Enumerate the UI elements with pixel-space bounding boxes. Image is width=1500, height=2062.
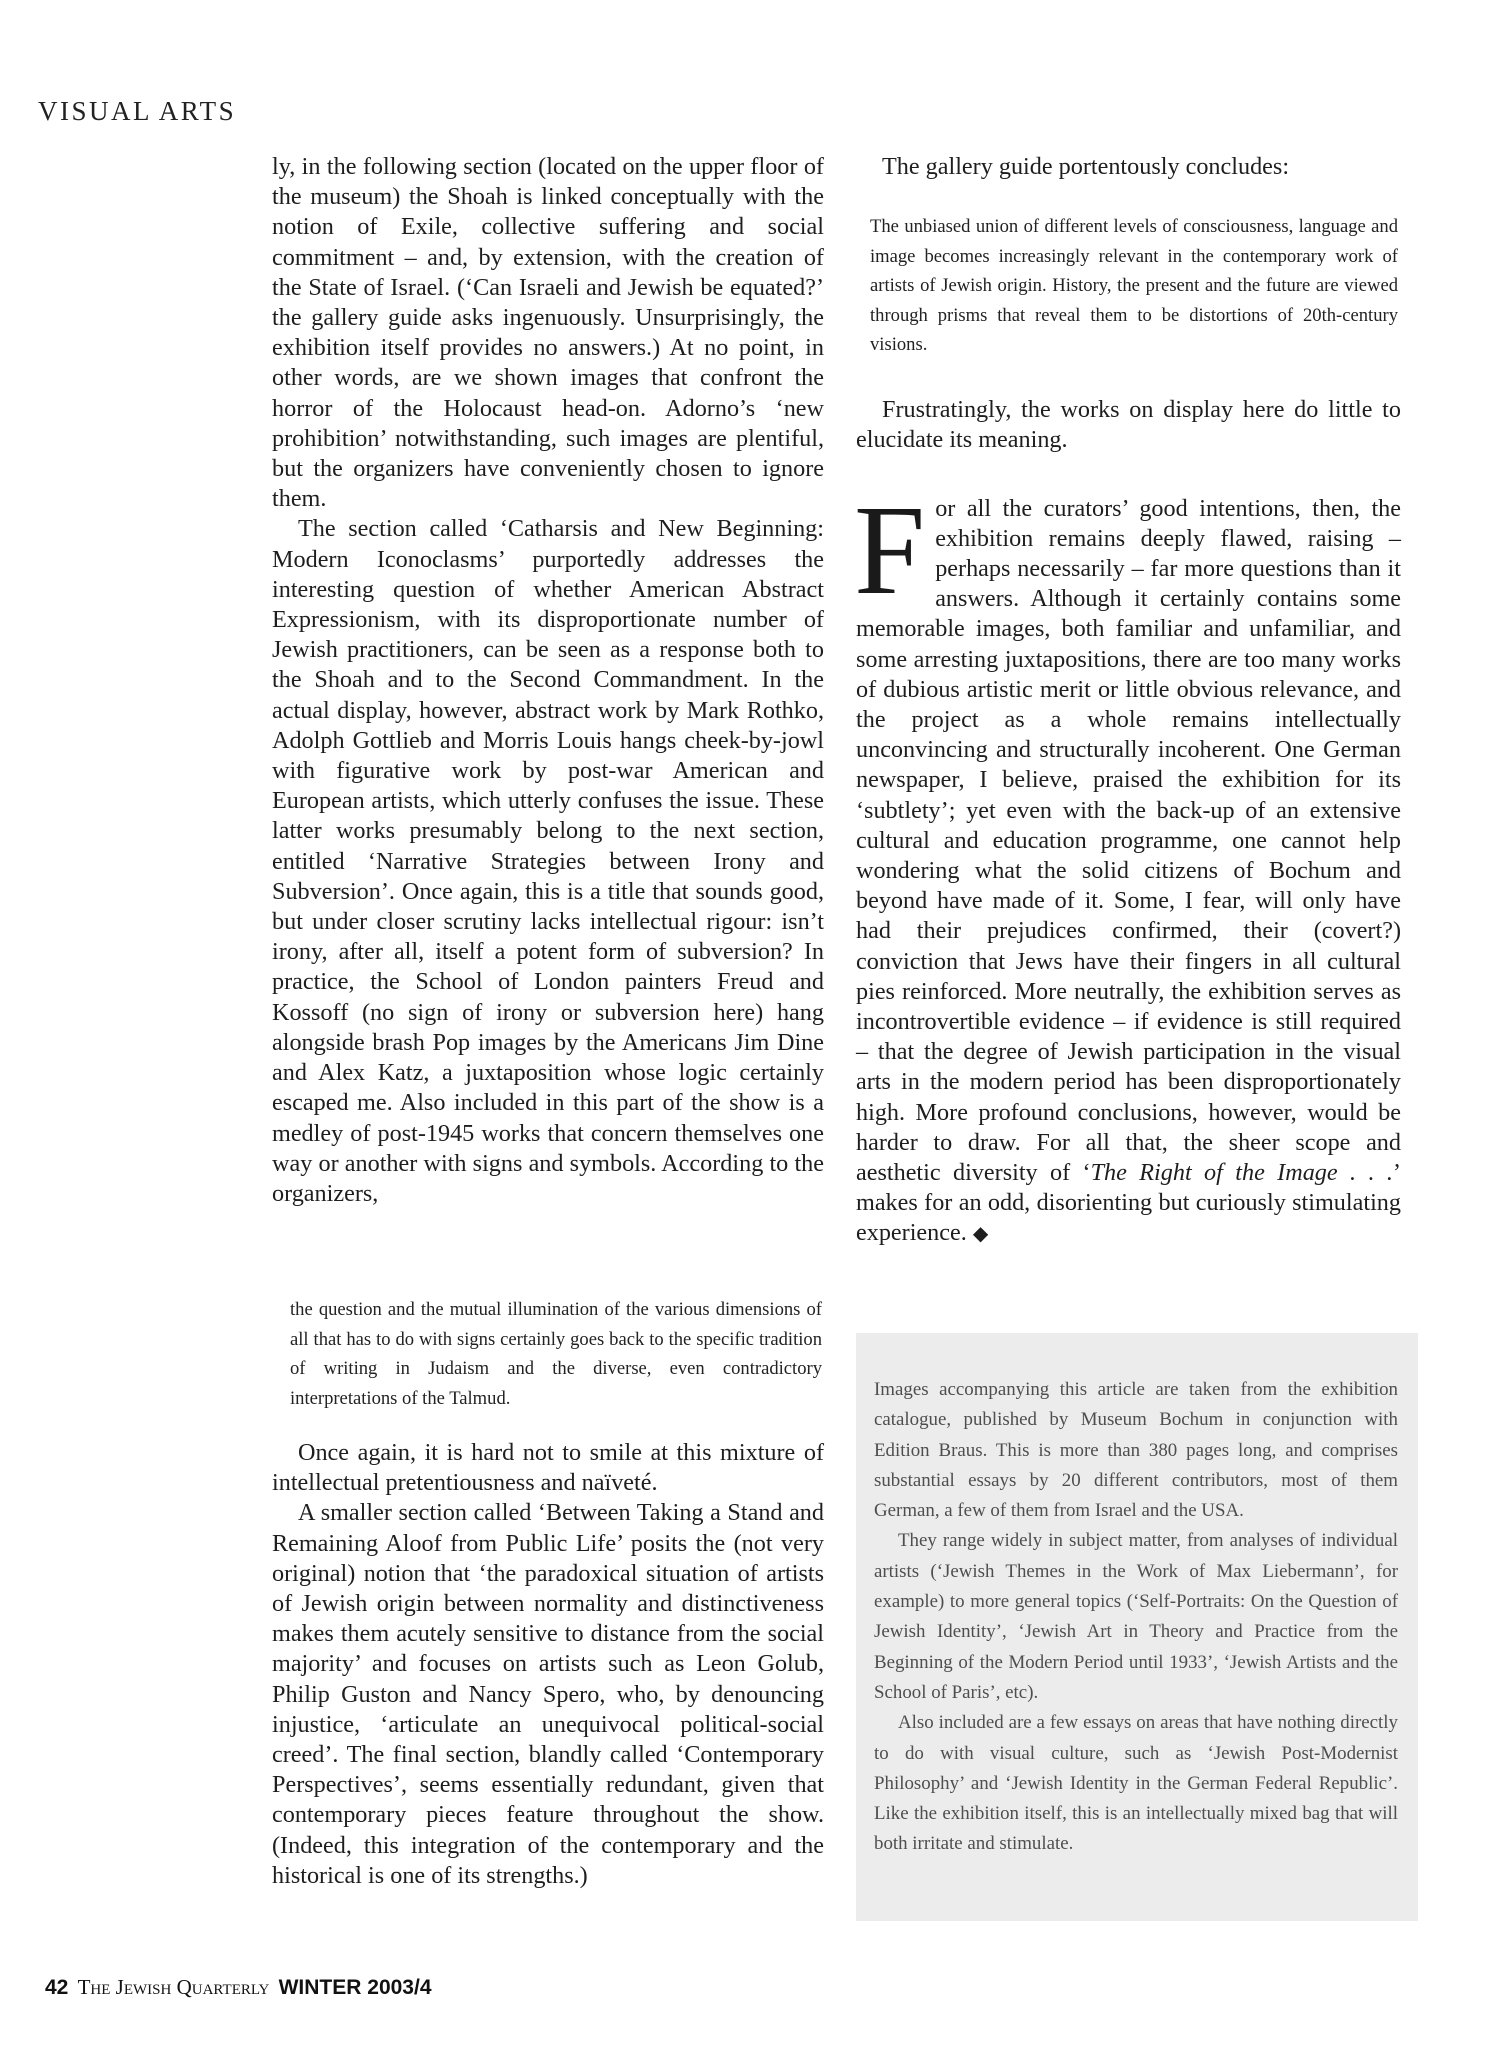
body-paragraph: The section called ‘Catharsis and New Beginning: Modern Iconoclasms’ purportedly addresses the interesting question of whether American Abstract Expressionism, with its disproportionate number of Jewish practitioners, can be seen as a response both to the Shoah and to the Second Commandment. In the actual display, however, abstract work by Mark Rothko, Adolph Gottlieb and Morris Louis hangs cheek-by-jowl with figurative work by post-war American and European artists, which utterly confuses the issue. These latter works presumably belong to the next section, entitled ‘Narrative Strategies between Irony and Subversion’. Once again, this is a title that sounds good, but under closer scrutiny lacks intellectual rigour: isn’t irony, after all, itself a potent form of subversion? In practice, the School of London painters Freud and Kossoff (no sign of irony or subversion here) hang alongside brash Pop images by the Americans Jim Dine and Alex Katz, a juxtaposition whose logic certainly escaped me. Also included in this part of the show is a medley of post-1945 works that concern themselves one way or another with signs and symbols. According to the organizers, xyxy=(272,515,824,1207)
body-paragraph: A smaller section called ‘Between Taking a Stand and Remaining Aloof from Public Life’ posits the (not very original) notion that ‘the paradoxical situation of artists of Jewish origin between normality and distinctiveness makes them acutely sensitive to distance from the social majority’ and focuses on artists such as Leon Golub, Philip Guston and Nancy Spero, who, by denouncing injustice, ‘articulate an unequivocal political-social creed’. The final section, blandly called ‘Contemporary Perspectives’, seems essentially redundant, given that contemporary pieces feature throughout the show. (Indeed, this integration of the contemporary and the historical is one of its strengths.) xyxy=(272,1499,824,1889)
section-label: VISUAL ARTS xyxy=(38,96,237,126)
left-column-lower xyxy=(272,1438,824,1891)
sidebar-paragraph: Also included are a few essays on areas that have nothing directly to do with visual culture, such as ‘Jewish Post-Modernist Philosophy’ and ‘Jewish Identity in the German Federal Republic’. Like the exhibition itself, this is an intellectually mixed bag that will both irritate and stimulate. xyxy=(874,1712,1398,1855)
sidebar-paragraph: Images accompanying this article are taken from the exhibition catalogue, published by Museum Bochum in conjunction with Edition Braus. This is more than 380 pages long, and comprises substantial essays by 20 different contributors, most of them German, a few of them from Israel and the USA. xyxy=(874,1379,1398,1522)
block-quote-gallery-guide xyxy=(870,212,1398,360)
body-paragraph: ly, in the following section (located on the upper floor of the museum) the Shoah is linked conceptually with the notion of Exile, collective suffering and social commitment – and, by extension, with the creation of the State of Israel. (‘Can Israeli and Jewish be equated?’ the gallery guide asks ingenuously. Unsurprisingly, the exhibition itself provides no answers.) At no point, in other words, are we shown images that confront the horror of the Holocaust head-on. Adorno’s ‘new prohibition’ notwithstanding, such images are plentiful, but the organizers have conveniently chosen to ignore them. xyxy=(272,153,824,513)
block-quote-text: The unbiased union of different levels of consciousness, language and image becomes increasingly relevant in the contemporary work of artists of Jewish origin. History, the present and the future are viewed through prisms that reveal them to be distortions of 20th-century visions. xyxy=(870,216,1398,356)
issue-label: WINTER 2003/4 xyxy=(278,1976,432,1999)
closing-paragraph xyxy=(854,478,1401,1250)
closing-text-end: ’ makes for an odd, disorienting but curiously stimulating experience. xyxy=(856,1159,1401,1247)
body-paragraph: The gallery guide portentously concludes: xyxy=(882,153,1290,180)
block-quote-organizers xyxy=(290,1295,822,1413)
page-number: 42 xyxy=(45,1976,69,1999)
sidebar-paragraph: They range widely in subject matter, from analyses of individual artists (‘Jewish Themes in the Work of Max Liebermann’, for example) to more general topics (‘Self-Portraits: On the Question of Jewish Identity’, ‘Jewish Art in Theory and Practice from the Beginning of the Modern Period until 1933’, ‘Jewish Artists and the School of Paris’, etc). xyxy=(874,1530,1398,1703)
exhibition-title: The Right of the Image . . . xyxy=(1090,1159,1393,1187)
body-paragraph: Frustratingly, the works on display here do little to elucidate its meaning. xyxy=(856,396,1401,454)
journal-name: The Jewish Quarterly xyxy=(77,1975,270,1999)
page-footer xyxy=(45,1975,432,2000)
body-paragraph: Once again, it is hard not to smile at this mixture of intellectual pretentiousness and naïveté. xyxy=(272,1439,824,1497)
closing-text: or all the curators’ good intentions, then, the exhibition remains deeply flawed, raising – perhaps necessarily – far more questions than it answers. Although it certainly contains some memorable images, both familiar and unfamiliar, and some arresting juxtapositions, there are too many works of dubious artistic merit or little obvious relevance, and the project as a whole remains intellectually unconvincing and structurally incoherent. One German newspaper, I believe, praised the exhibition for its ‘subtlety’; yet even with the back-up of an extensive cultural and education programme, one cannot help wondering what the solid citizens of Bochum and beyond have made of it. Some, I fear, will only have had their prejudices confirmed, their (covert?) conviction that Jews have their fingers in all cultural pies reinforced. More neutrally, the exhibition serves as incontrovertible evidence – if evidence is still required – that the degree of Jewish participation in the visual arts in the modern period has been disproportionately high. More profound conclusions, however, would be harder to draw. For all that, the sheer scope and aesthetic diversity of ‘ xyxy=(856,494,1401,1187)
left-column xyxy=(272,152,824,1209)
drop-cap: F xyxy=(854,478,926,621)
sidebar-box xyxy=(856,1333,1418,1921)
diamond-end-icon: ◆ xyxy=(972,1223,989,1246)
sidebar-text xyxy=(874,1375,1398,1860)
block-quote-text: the question and the mutual illumination of the various dimensions of all that has to do with signs certainly goes back to the specific tradition of writing in Judaism and the diverse, even contradictory interpretations of the Talmud. xyxy=(290,1299,822,1409)
